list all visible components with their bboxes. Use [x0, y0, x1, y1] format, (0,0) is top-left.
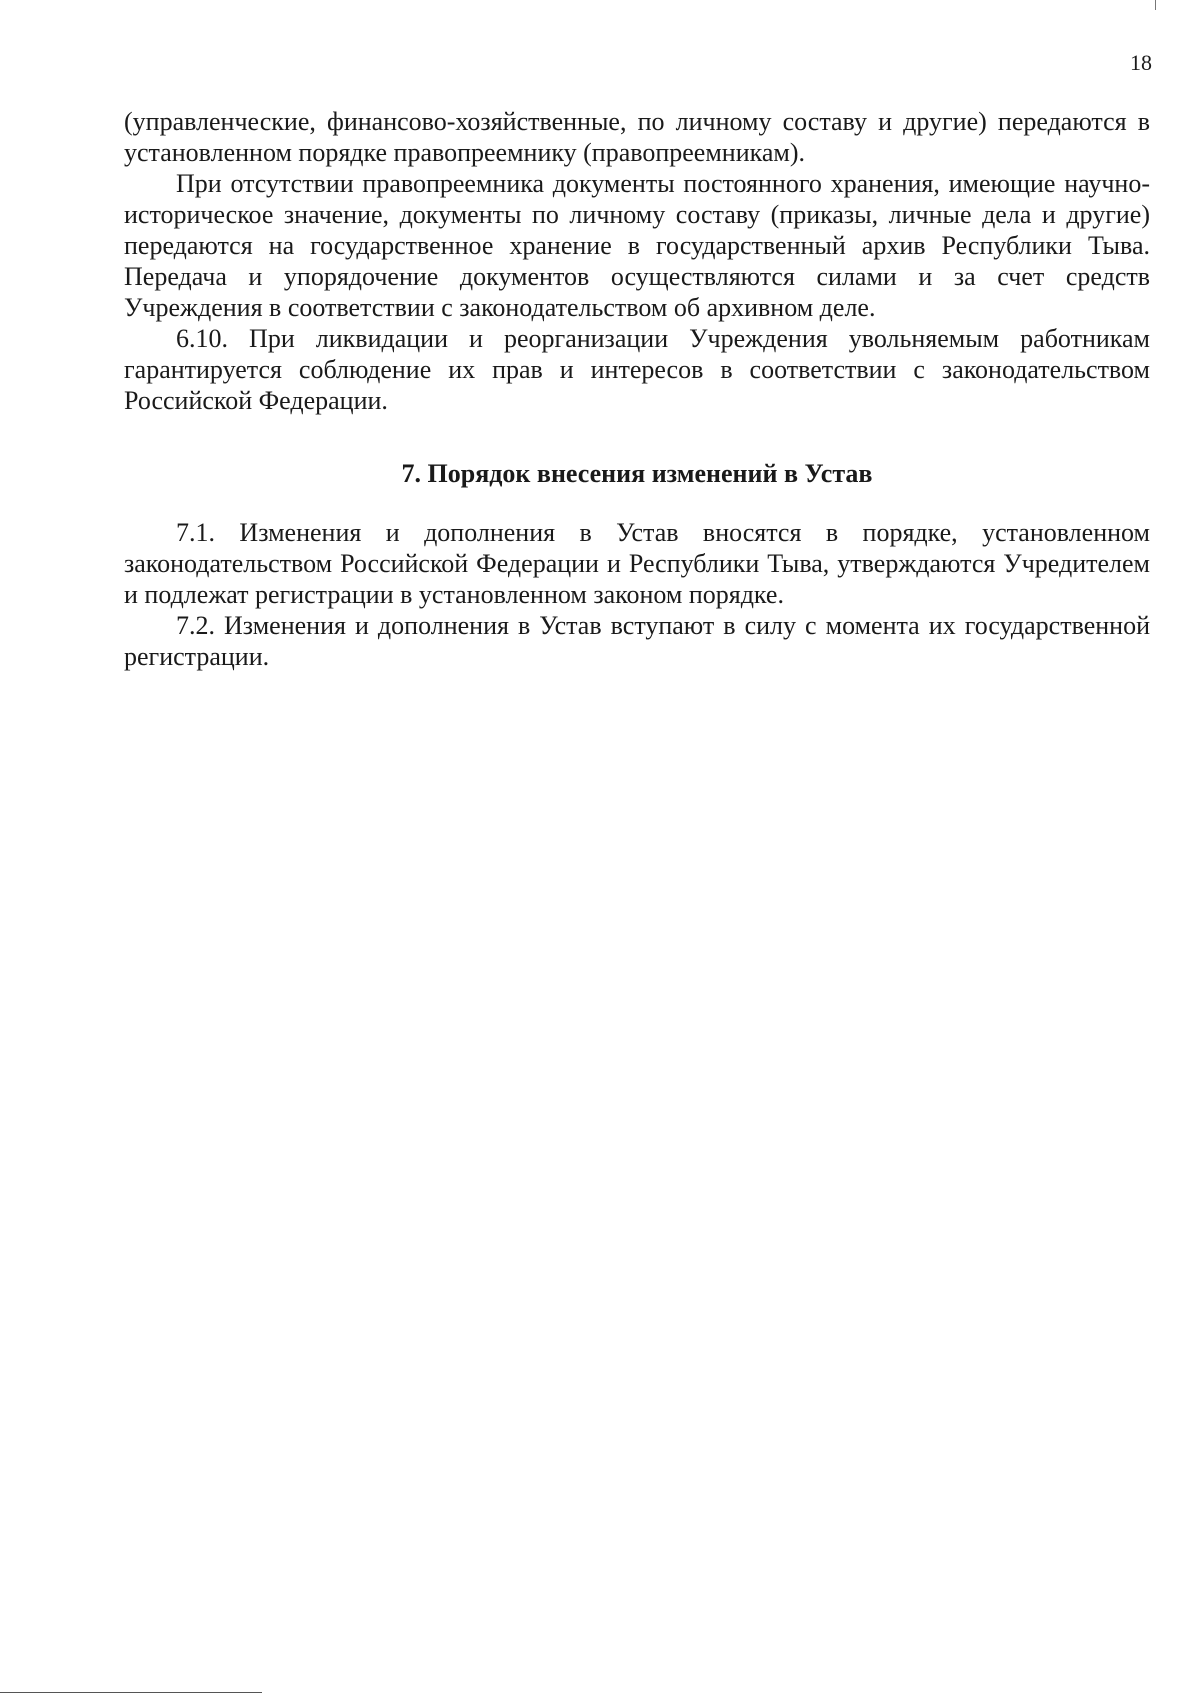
document-body — [124, 106, 1150, 672]
paragraph-7-1: 7.1. Изменения и дополнения в Устав вносятся в порядке, установленном законодательством Российской Федерации и Республики Тыва, утверждаются Учредителем и подлежат регистрации в установленном законом порядке. — [124, 518, 1150, 609]
scan-artifact-line — [0, 1692, 262, 1693]
scan-artifact-tick — [1155, 0, 1156, 10]
paragraph-no-successor: При отсутствии правопреемника документы постоянного хранения, имеющие научно-историческое значение, документы по личному составу (приказы, личные дела и другие) передаются на государственное хранение в государственный архив Республики Тыва. Передача и упорядочение документов осуществляются силами и за счет средств Учреждения в соответствии с законодательством об архивном деле. — [124, 169, 1150, 322]
paragraph-6-10: 6.10. При ликвидации и реорганизации Учреждения увольняемым работникам гарантируется соблюдение их прав и интересов в соответствии с законодательством Российской Федерации. — [124, 324, 1150, 415]
section-title: 7. Порядок внесения изменений в Устав — [401, 459, 873, 488]
paragraph-continuation: (управленческие, финансово-хозяйственные, по личному составу и другие) передаются в установленном порядке правопреемнику (правопреемникам). — [124, 107, 1150, 167]
page-number: 18 — [1130, 50, 1152, 75]
paragraph-7-2: 7.2. Изменения и дополнения в Устав вступают в силу с момента их государственной регистрации. — [124, 611, 1150, 671]
